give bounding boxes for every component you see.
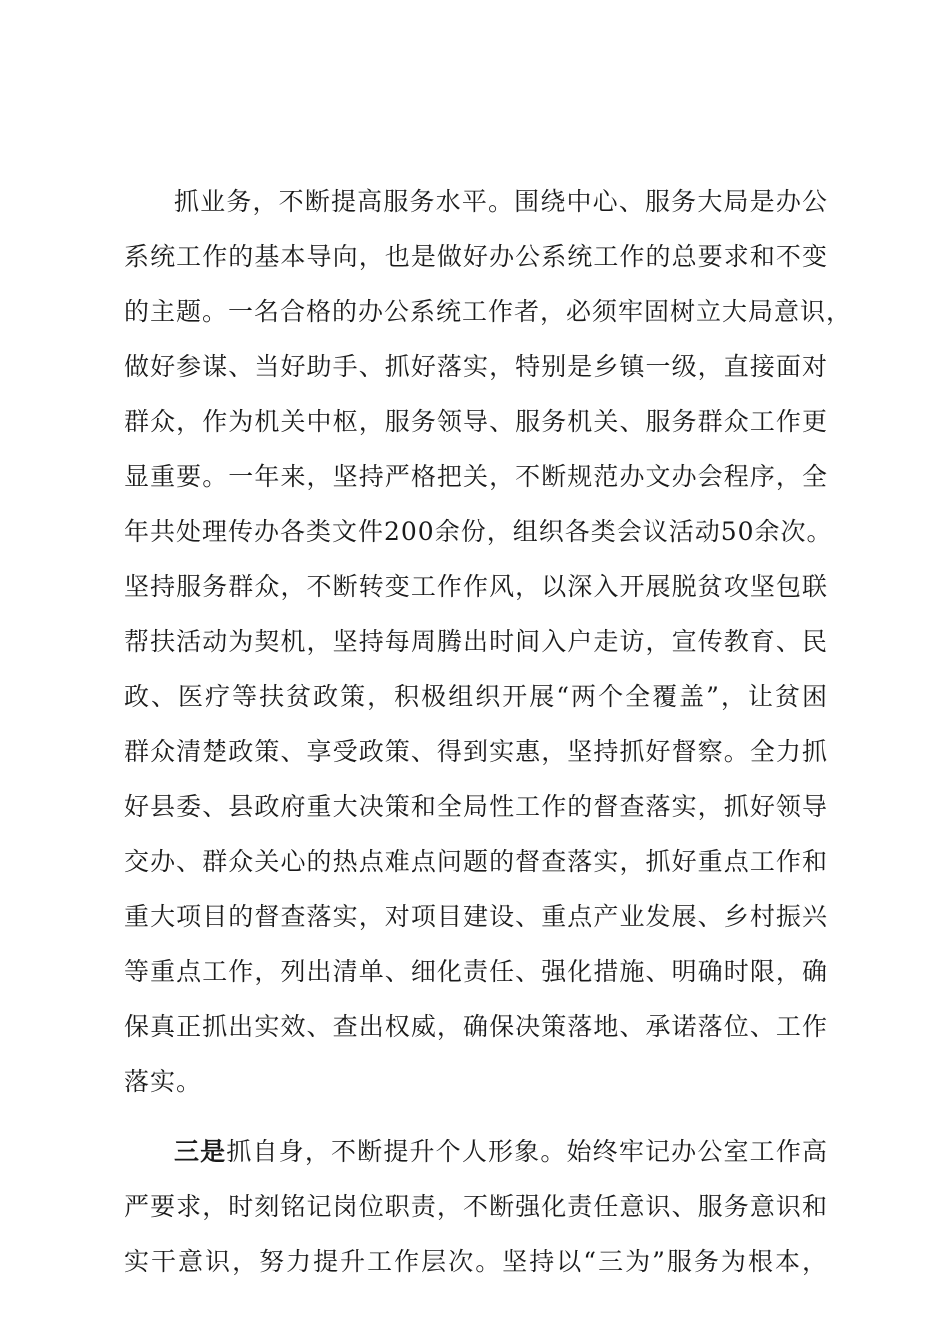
paragraph-1-line-1: 抓业务，不断提高服务水平。围绕中心、服务大局是办公: [174, 187, 828, 216]
paragraph-1-line-3: 的主题。一名合格的办公系统工作者，必须牢固树立大局意识，: [124, 297, 853, 326]
paragraph-1-line-17: 落实。: [124, 1067, 203, 1096]
paragraph-1-line-9: 帮扶活动为契机，坚持每周腾出时间入户走访，宣传教育、民: [124, 627, 828, 656]
paragraph-1-line-11: 群众清楚政策、享受政策、得到实惠，坚持抓好督察。全力抓: [124, 737, 828, 766]
paragraph-1-line-7: 年共处理传办各类文件200余份，组织各类会议活动50余次。: [124, 517, 833, 546]
paragraph-2-line-1: [174, 1128, 828, 1176]
paragraph-1-line-16: 保真正抓出实效、查出权威，确保决策落地、承诺落位、工作: [124, 1012, 828, 1041]
paragraph-2-lead: 三是: [174, 1137, 227, 1166]
paragraph-1-line-4: 做好参谋、当好助手、抓好落实，特别是乡镇一级，直接面对: [124, 352, 828, 381]
paragraph-1-line-15: 等重点工作，列出清单、细化责任、强化措施、明确时限，确: [124, 957, 828, 986]
paragraph-2-line-3: 实干意识，努力提升工作层次。坚持以“三为”服务为根本，: [124, 1247, 828, 1276]
paragraph-2-line-2: 严要求，时刻铭记岗位职责，不断强化责任意识、服务意识和: [124, 1192, 828, 1221]
paragraph-1-line-13: 交办、群众关心的热点难点问题的督查落实，抓好重点工作和: [124, 847, 828, 876]
paragraph-1-line-5: 群众，作为机关中枢，服务领导、服务机关、服务群众工作更: [124, 407, 828, 436]
paragraph-1-line-6: 显重要。一年来，坚持严格把关，不断规范办文办会程序，全: [124, 462, 828, 491]
paragraph-1-line-8: 坚持服务群众，不断转变工作作风，以深入开展脱贫攻坚包联: [124, 572, 828, 601]
paragraph-1-line-14: 重大项目的督查落实，对项目建设、重点产业发展、乡村振兴: [124, 902, 828, 931]
paragraph-1-line-10: 政、医疗等扶贫政策，积极组织开展“两个全覆盖”，让贫困: [124, 682, 828, 711]
paragraph-1-line-12: 好县委、县政府重大决策和全局性工作的督查落实，抓好领导: [124, 792, 828, 821]
paragraph-2-line-1-text: 抓自身，不断提升个人形象。始终牢记办公室工作高: [226, 1137, 828, 1166]
paragraph-1-line-2: 系统工作的基本导向，也是做好办公系统工作的总要求和不变: [124, 242, 828, 271]
